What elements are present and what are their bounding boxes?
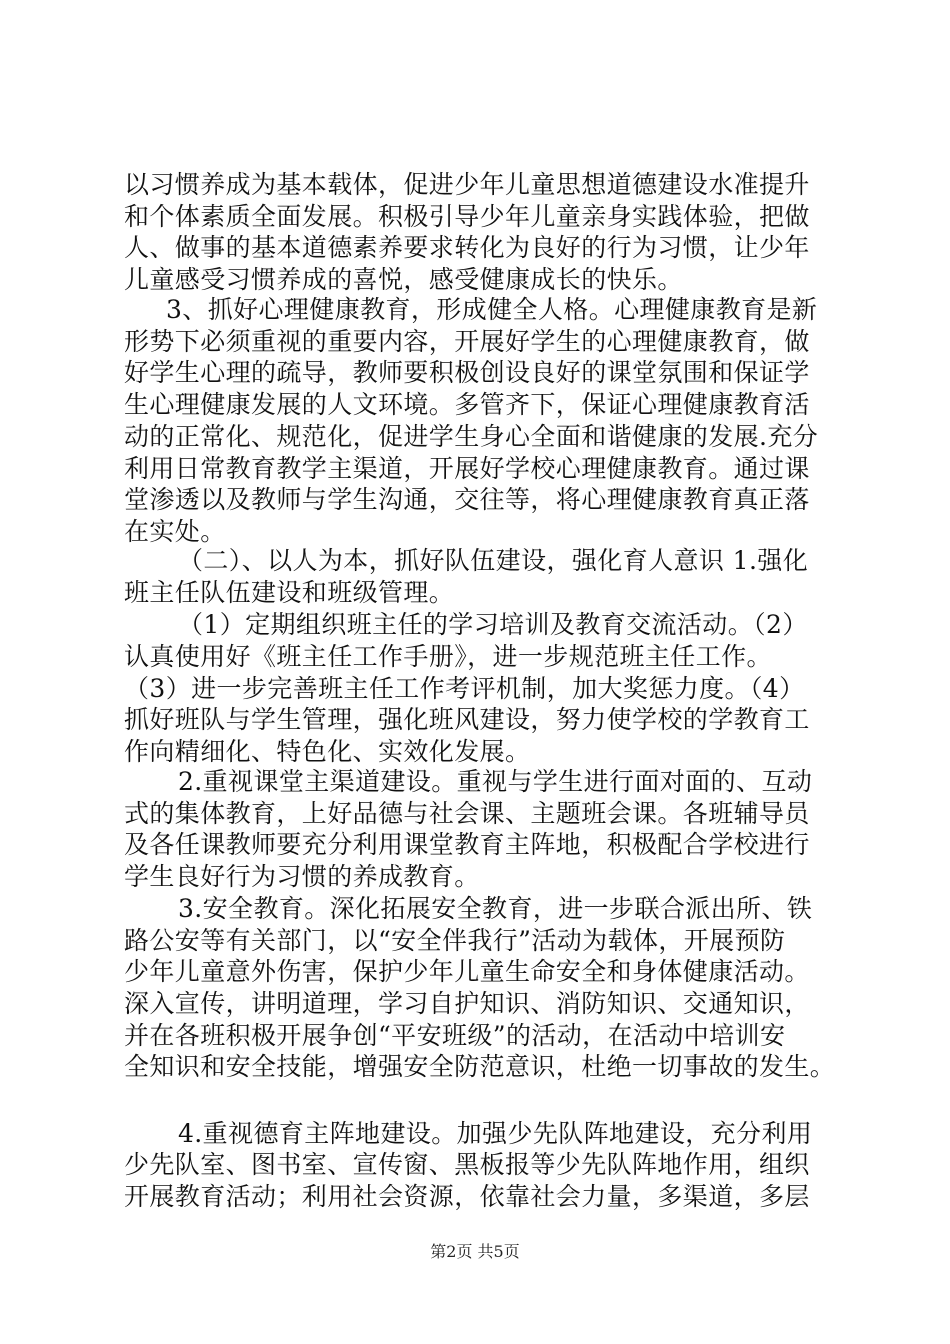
text-line: 好学生心理的疏导，教师要积极创设良好的课堂氛围和保证学 xyxy=(124,358,810,387)
text-line: 儿童感受习惯养成的喜悦，感受健康成长的快乐。 xyxy=(124,265,683,294)
text-line: 班主任队伍建设和班级管理。 xyxy=(124,578,455,607)
text-line: 少年儿童意外伤害，保护少年儿童生命安全和身体健康活动。 xyxy=(124,957,810,986)
text-line: 开展教育活动；利用社会资源，依靠社会力量，多渠道，多层 xyxy=(124,1182,810,1211)
text-line: （1）定期组织班主任的学习培训及教育交流活动。（2） xyxy=(178,610,808,639)
page-number: 第2页 共5页 xyxy=(430,1242,520,1261)
text-line: 2.重视课堂主渠道建设。重视与学生进行面对面的、互动 xyxy=(178,767,813,796)
text-line: 作向精细化、特色化、实效化发展。 xyxy=(124,737,531,766)
text-line: 3.安全教育。深化拓展安全教育，进一步联合派出所、铁 xyxy=(178,894,813,923)
text-line: 堂渗透以及教师与学生沟通，交往等，将心理健康教育真正落 xyxy=(124,485,810,514)
section-heading: （二）、以人为本，抓好队伍建设，强化育人意识 1.强化 xyxy=(178,546,809,575)
text-line: 认真使用好《班主任工作手册》，进一步规范班主任工作。 xyxy=(124,642,772,671)
text-line: （3）进一步完善班主任工作考评机制，加大奖惩力度。（4） xyxy=(124,674,805,703)
text-line: 学生良好行为习惯的养成教育。 xyxy=(124,862,480,891)
text-line: 少先队室、图书室、宣传窗、黑板报等少先队阵地作用，组织 xyxy=(124,1150,810,1179)
text-line: 利用日常教育教学主渠道，开展好学校心理健康教育。通过课 xyxy=(124,454,810,483)
text-line: 路公安等有关部门，以“安全伴我行”活动为载体，开展预防 xyxy=(124,926,786,955)
text-line: 在实处。 xyxy=(124,517,226,546)
text-line: 全知识和安全技能，增强安全防范意识，杜绝一切事故的发生。 xyxy=(124,1052,836,1081)
text-line: 并在各班积极开展争创“平安班级”的活动，在活动中培训安 xyxy=(124,1021,786,1050)
text-line: 4.重视德育主阵地建设。加强少先队阵地建设，充分利用 xyxy=(178,1119,813,1148)
text-line: 动的正常化、规范化，促进学生身心全面和谐健康的发展.充分 xyxy=(124,422,819,451)
text-line: 以习惯养成为基本载体，促进少年儿童思想道德建设水准提升 xyxy=(124,170,810,199)
text-line: 深入宣传，讲明道理，学习自护知识、消防知识、交通知识， xyxy=(124,989,810,1018)
text-line: 生心理健康发展的人文环境。多管齐下，保证心理健康教育活 xyxy=(124,390,810,419)
text-line: 式的集体教育，上好品德与社会课、主题班会课。各班辅导员 xyxy=(124,799,810,828)
text-line: 3、抓好心理健康教育，形成健全人格。心理健康教育是新 xyxy=(166,295,818,324)
text-line: 及各任课教师要充分利用课堂教育主阵地，积极配合学校进行 xyxy=(124,830,810,859)
text-line: 人、做事的基本道德素养要求转化为良好的行为习惯，让少年 xyxy=(124,233,810,262)
text-line: 抓好班队与学生管理，强化班风建设，努力使学校的学教育工 xyxy=(124,705,810,734)
text-line: 形势下必须重视的重要内容，开展好学生的心理健康教育，做 xyxy=(124,327,810,356)
text-line: 和个体素质全面发展。积极引导少年儿童亲身实践体验，把做 xyxy=(124,202,810,231)
